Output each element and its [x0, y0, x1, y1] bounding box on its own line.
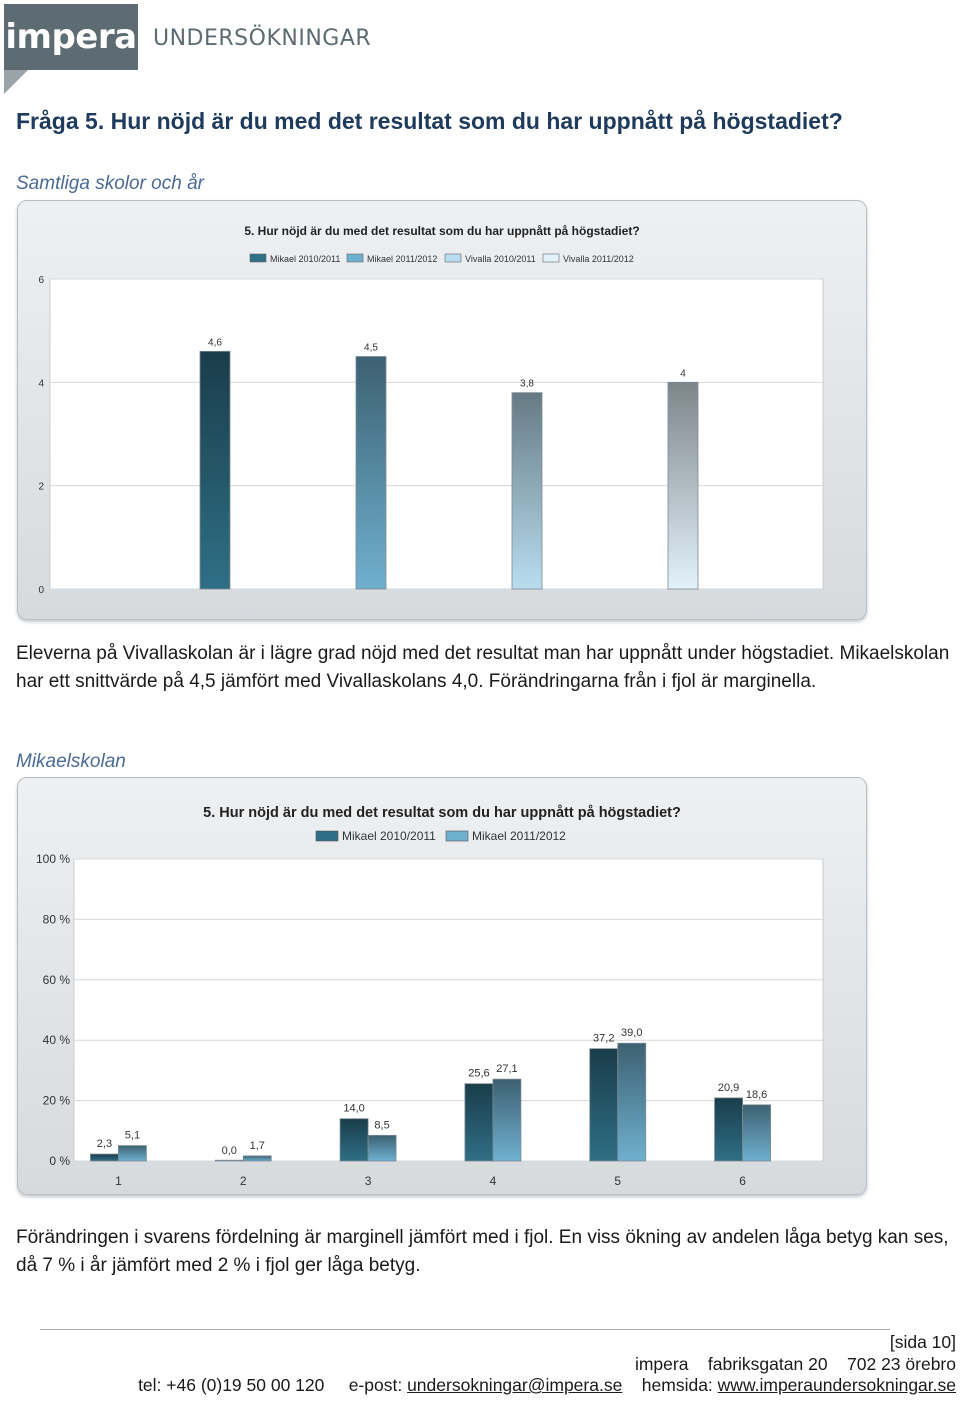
chart-mikaelskolan	[17, 777, 867, 1195]
data-label: 25,6	[468, 1067, 490, 1080]
bar	[90, 1154, 118, 1161]
legend-label: Mikael 2011/2012	[472, 829, 566, 843]
x-tick-label: 4	[489, 1174, 497, 1188]
page-number: [sida 10]	[889, 1332, 956, 1352]
y-tick-label: 40 %	[42, 1033, 70, 1048]
bar	[590, 1049, 618, 1161]
footer-email-link[interactable]: undersokningar@impera.se	[407, 1375, 623, 1395]
x-tick-label: 1	[115, 1174, 122, 1188]
bar	[668, 382, 698, 589]
legend-label: Mikael 2010/2011	[342, 829, 436, 843]
legend-swatch	[446, 831, 468, 841]
legend-label: Mikael 2011/2012	[367, 254, 438, 264]
bar	[743, 1105, 771, 1161]
footer-city: 702 23 örebro	[847, 1354, 956, 1374]
section1-paragraph: Eleverna på Vivallaskolan är i lägre grad nöjd med det resultat man har uppnått under högstadiet. Mikaelskolan har ett snittvärde på 4,5 jämfört med Vivallaskolans 4,0. Förändringarna från i fjol är marginella.	[16, 643, 950, 692]
plot-area	[74, 859, 823, 1161]
y-tick-label: 0 %	[49, 1154, 70, 1168]
data-label: 1,7	[249, 1139, 265, 1152]
data-label: 20,9	[717, 1081, 740, 1094]
chart-all-schools	[17, 200, 867, 620]
footer-tel: tel: +46 (0)19 50 00 120	[138, 1375, 325, 1395]
legend-label: Vivalla 2010/2011	[465, 254, 536, 264]
section-heading-mikaelskolan: Mikaelskolan	[16, 751, 126, 772]
data-label: 8,5	[374, 1119, 390, 1132]
bar	[493, 1079, 521, 1161]
footer-email-label: e-post:	[348, 1375, 403, 1395]
footer-web-link[interactable]: www.imperaundersokningar.se	[717, 1375, 956, 1395]
data-label: 27,1	[496, 1063, 518, 1076]
data-label: 5,1	[124, 1129, 141, 1142]
plot-area	[50, 279, 823, 589]
data-label: 39,0	[621, 1027, 643, 1040]
footer-web-label: hemsida:	[641, 1375, 713, 1395]
bar	[618, 1043, 646, 1161]
footer-address	[635, 1354, 956, 1375]
footer-company: impera	[634, 1354, 689, 1374]
legend-swatch	[347, 254, 363, 262]
bar	[200, 351, 230, 589]
x-tick-label: 5	[614, 1174, 622, 1188]
data-label: 2,3	[96, 1138, 113, 1151]
y-tick-label: 80 %	[42, 912, 70, 927]
chart-mikaelskolan-svg	[18, 778, 866, 1194]
section2-paragraph: Förändringen i svarens fördelning är marginell jämfört med i fjol. En viss ökning av andelen låga betyg kan ses, då 7 % i år jämfört med 2 % i fjol ger låga betyg.	[16, 1227, 949, 1276]
bar	[368, 1135, 396, 1161]
logo-corner-decoration	[4, 70, 28, 94]
footer-divider	[40, 1329, 890, 1330]
x-tick-label: 2	[239, 1174, 247, 1188]
x-tick-label: 6	[739, 1174, 746, 1188]
data-label: 4,5	[364, 342, 378, 354]
bar	[243, 1156, 271, 1161]
legend-label: Vivalla 2011/2012	[563, 254, 634, 264]
data-label: 4	[680, 368, 686, 380]
legend-label: Mikael 2010/2011	[270, 254, 341, 264]
bar	[512, 393, 542, 589]
bar	[356, 357, 386, 590]
y-tick-label: 20 %	[42, 1093, 70, 1108]
x-tick-label: 3	[364, 1174, 372, 1188]
legend-swatch	[543, 254, 559, 262]
y-tick-label: 6	[38, 275, 44, 286]
y-tick-label: 2	[38, 481, 44, 493]
data-label: 0,0	[221, 1145, 237, 1157]
bar	[215, 1160, 243, 1161]
footer-street: fabriksgatan 20	[707, 1354, 828, 1374]
data-label: 37,2	[593, 1032, 615, 1045]
data-label: 3,8	[520, 378, 534, 390]
chart-title: 5. Hur nöjd är du med det resultat som du har uppnått på högstadiet?	[244, 224, 640, 238]
y-tick-label: 60 %	[42, 972, 70, 987]
chart-all-schools-svg	[18, 201, 866, 619]
bar	[715, 1098, 743, 1161]
data-label: 4,6	[208, 337, 222, 349]
bar	[118, 1146, 146, 1161]
impera-logo: impera	[4, 4, 138, 70]
y-tick-label: 4	[38, 378, 44, 390]
legend-swatch	[250, 254, 266, 262]
data-label: 14,0	[343, 1102, 365, 1115]
y-tick-label: 0	[38, 585, 44, 596]
question-title: Fråga 5. Hur nöjd är du med det resultat som du har uppnått på högstadiet?	[16, 108, 843, 134]
legend-swatch	[445, 254, 461, 262]
data-label: 18,6	[745, 1088, 768, 1101]
bar	[465, 1084, 493, 1161]
section-heading-all-schools: Samtliga skolor och år	[16, 173, 204, 194]
legend-swatch	[316, 831, 338, 841]
chart-title: 5. Hur nöjd är du med det resultat som du har uppnått på högstadiet?	[203, 805, 681, 821]
y-tick-label: 100 %	[35, 852, 70, 866]
bar	[340, 1119, 368, 1161]
footer-contact	[138, 1375, 956, 1396]
logo-subtitle: UNDERSÖKNINGAR	[153, 26, 372, 51]
